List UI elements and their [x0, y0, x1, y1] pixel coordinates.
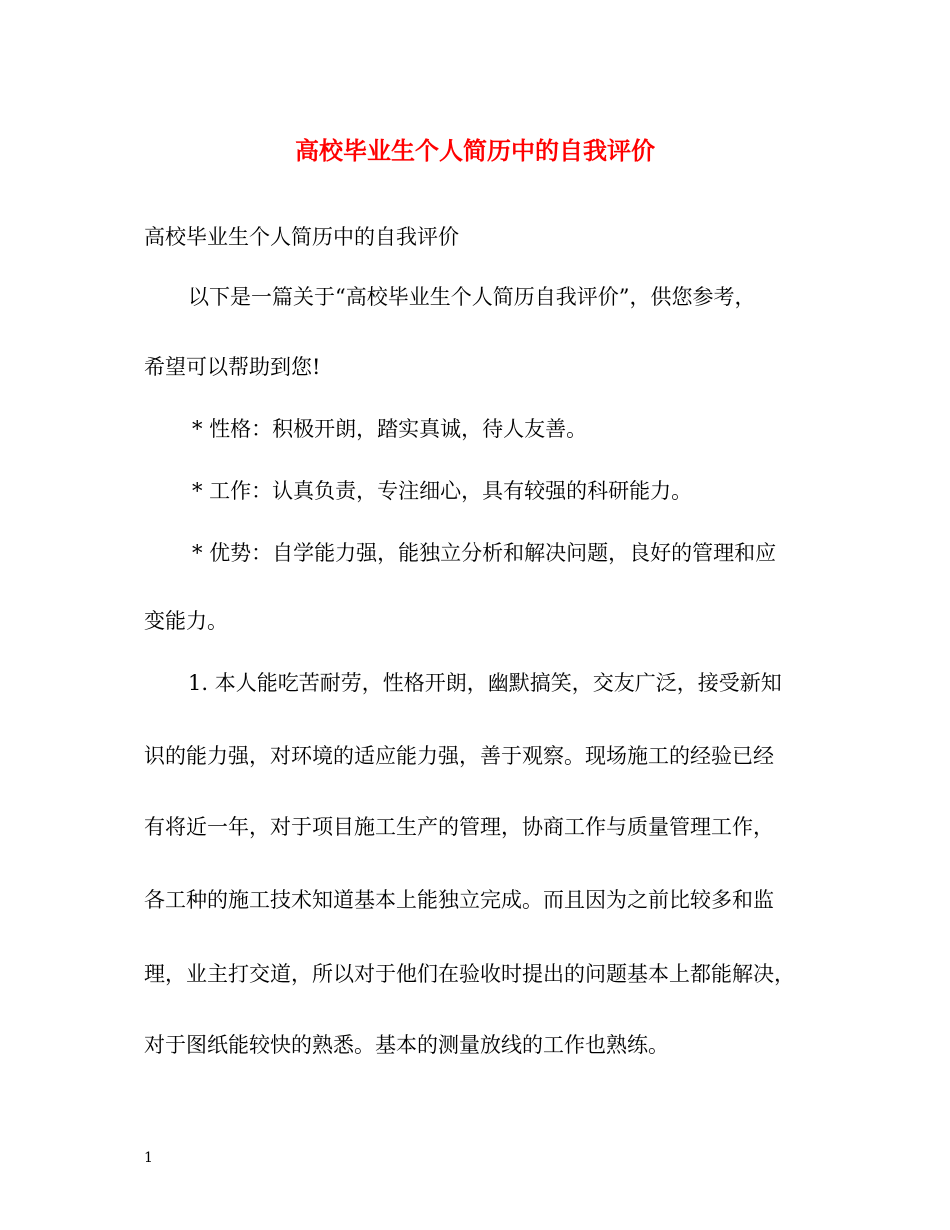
paragraph-1-line-5: 理，业主打交道，所以对于他们在验收时提出的问题基本上都能解决， — [144, 962, 795, 986]
bullet-work: * 工作：认真负责，专注细心，具有较强的科研能力。 — [192, 479, 693, 503]
document-title: 高校毕业生个人简历中的自我评价 — [295, 136, 655, 165]
bullet-personality: * 性格：积极开朗，踏实真诚，待人友善。 — [192, 417, 588, 441]
bullet-strengths-line-1: * 优势：自学能力强，能独立分析和解决问题，良好的管理和应 — [192, 541, 777, 565]
bullet-strengths-line-2: 变能力。 — [144, 609, 228, 633]
paragraph-1-line-2: 识的能力强，对环境的适应能力强，善于观察。现场施工的经验已经 — [144, 744, 774, 768]
paragraph-1-line-4: 各工种的施工技术知道基本上能独立完成。而且因为之前比较多和监 — [144, 888, 774, 912]
page-number: 1 — [144, 1150, 153, 1166]
document-subtitle: 高校毕业生个人简历中的自我评价 — [144, 225, 459, 249]
intro-line-2: 希望可以帮助到您! — [144, 355, 321, 379]
paragraph-1-line-6: 对于图纸能较快的熟悉。基本的测量放线的工作也熟练。 — [144, 1033, 669, 1057]
paragraph-1-line-3: 有将近一年，对于项目施工生产的管理，协商工作与质量管理工作， — [144, 815, 774, 839]
paragraph-1-line-1: 1. 本人能吃苦耐劳，性格开朗，幽默搞笑，交友广泛，接受新知 — [188, 671, 782, 695]
intro-line-1: 以下是一篇关于“高校毕业生个人简历自我评价”，供您参考， — [188, 285, 756, 309]
